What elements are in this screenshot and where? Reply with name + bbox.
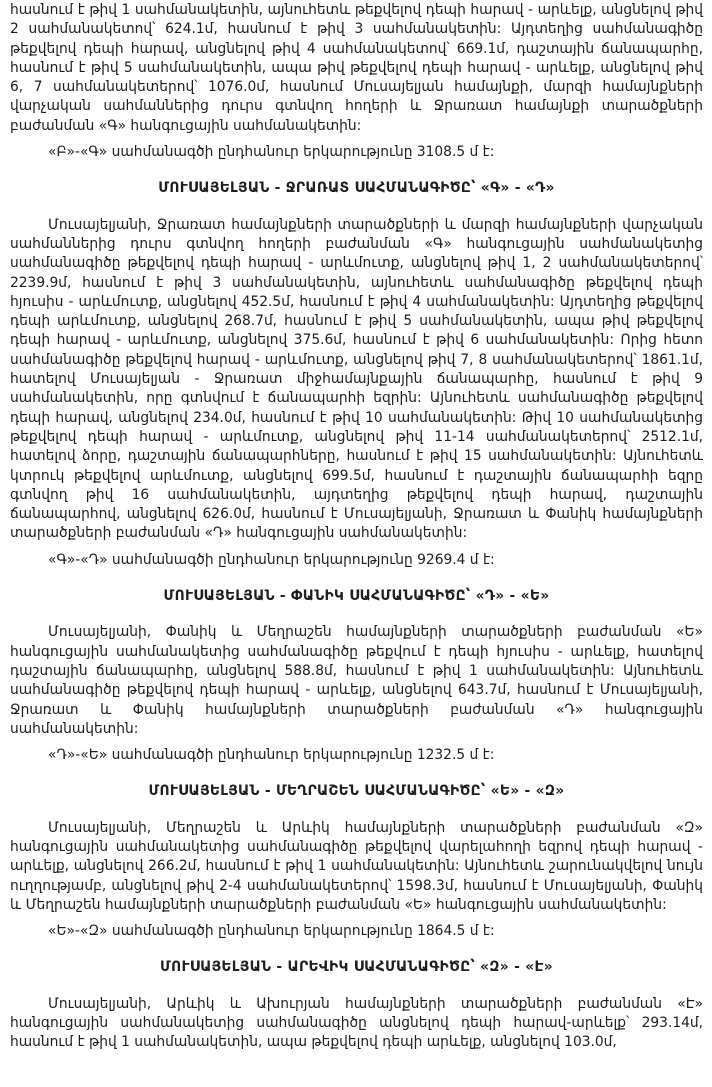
paragraph-boundary-b-g-continuation: հասնում է թիվ 1 սահմանակետին, այնուհետև թեքվելով դեպի հարավ - արևելք, անցնելով թիվ 2 սահմանակետով՝ 624.1մ, հասնում է թիվ 3 սահմանակետին: Այդտեղից սահմանագիծը թեքվելով դեպի հարավ, անցնելով թիվ 4 սահմանակետով՝ 669.1մ, դաշտային ճանապարհը, հասնում է թիվ 5 սահմանակետին, ապա թիվ թեքվելով դեպի հարավ - արևելք, անցնելով թիվ 6, 7 սահմանակետերով՝ 1076.0մ, հասնում Մուսայելյան համայնքի, մարզի համայնքների վարչական սահմաններից դուրս գտնվող հողերի և Ջրառատ համայնքի տարածքների բաժանման «Գ» հանգուցային սահմանակետին:: [10, 2, 703, 134]
boundary-length-g-d: «Գ»-«Դ» սահմանագծի ընդհանուր երկարությունը 9269.4 մ է:: [48, 551, 495, 568]
paragraph-boundary-z-e: Մուսայելյանի, Արևիկ և Ախուրյան համայնքների տարածքների բաժանման «Է» հանգուցային սահմանակետից սահմանագիծը անցնելով դեպի հարավ-արևելք՝ 293.14մ, հասնում է թիվ 1 սահմանակետին, ապա թեքվելով դեպի արևելք, անցնելով 103.0մ,: [10, 995, 703, 1051]
paragraph-boundary-e-z: Մուսայելյանի, Մեղրաշեն և Արևիկ համայնքների տարածքների բաժանման «Զ» հանգուցային սահմանակետից սահմանագիծը թեքվելով վարելահողի եզրով դեպի հարավ - արևելք, անցնելով 266.2մ, հասնում է թիվ 1 սահմանակետին: Այնուհետև շարունակվելով նույն ուղղությամբ, անցնելով թիվ 2-4 սահմանակետերով՝ 1598.3մ, հասնում է Մուսայելյանի, Փանիկ և Մեղրաշեն համայնքների տարածքների բաժանման «Ե» հանգուցային սահմանակետին:: [10, 819, 703, 913]
section-heading-musayelyan-jrarat: ՄՈՒՍԱՅԵԼՅԱՆ - ՋՐԱՌԱՏ ՍԱՀՄԱՆԱԳԻԾԸ՝ «Գ» - «Դ»: [158, 180, 555, 197]
paragraph-boundary-d-e: Մուսայելյանի, Փանիկ և Մեղրաշեն համայնքների տարածքների բաժանման «Ե» հանգուցային սահմանակետից սահմանագիծը թեքվում է դեպի հյուսիս - արևելք, հատելով դաշտային ճանապարհը, անցնելով 588.8մ, հասնում է թիվ 1 սահմանակետին: Այնուհետև սահմանագիծը թեքվելով դեպի հարավ - արևելք, անցնելով 643.7մ, հասնում է Մուսայելյանի, Ջրառատ և Փանիկ համայնքների տարածքների բաժանման «Դ» հանգուցային սահմանակետին:: [10, 624, 703, 737]
boundary-length-d-e: «Դ»-«Ե» սահմանագծի ընդհանուր երկարությունը 1232.5 մ է:: [48, 747, 495, 764]
section-heading-musayelyan-arevik: ՄՈՒՍԱՅԵԼՅԱՆ - ԱՐԵՎԻԿ ՍԱՀՄԱՆԱԳԻԾԸ՝ «Զ» - «Է»: [160, 959, 553, 976]
section-heading-musayelyan-meghrashen: ՄՈՒՍԱՅԵԼՅԱՆ - ՄԵՂՐԱՇԵՆ ՍԱՀՄԱՆԱԳԻԾԸ՝ «Ե» - «Զ»: [148, 783, 565, 800]
boundary-length-e-z: «Ե»-«Զ» սահմանագծի ընդհանուր երկարությունը 1864.5 մ է:: [48, 923, 495, 940]
boundary-length-b-g: «Բ»-«Գ» սահմանագծի ընդհանուր երկարությունը 3108.5 մ է:: [48, 144, 495, 161]
paragraph-boundary-g-d: Մուսայելյանի, Ջրառատ համայնքների տարածքների և մարզի համայնքների վարչական սահմաններից դուրս գտնվող հողերի բաժանման «Գ» հանգուցային սահմանակետից սահմանագիծը թեքվելով դեպի հարավ - արևմուտք, անցնելով թիվ 1, 2 սահմանակետերով՝ 2239.9մ, հասնում է թիվ 3 սահմանակետին, այնուհետև սահմանագիծը թեքվելով դեպի հյուսիս - արևմուտք, անցնելով 452.5մ, հասնում է թիվ 4 սահմանակետին: Այդտեղից թեքվելով դեպի արևմուտք, անցնելով 268.7մ, հասնում է թիվ 5 սահմանակետին, ապա թիվ թեքվելով դեպի հարավ - արևմուտք, անցնելով 375.6մ, հասնում է թիվ 6 սահմանակետին: Որից հետո սահմանագիծը թեքվելով հարավ - արևմուտք, անցնելով թիվ 7, 8 սահմանակետերով՝ 1861.1մ, հատելով Մուսայելյան - Ջրառատ միջհամայնքային ճանապարհը, հասնում է թիվ 9 սահմանակետին, որը գտնվում է ճանապարհի եզրին: Այնուհետև սահմանագիծը թեքվելով դեպի հարավ, անցնելով 234.0մ, հասնում է թիվ 10 սահմանակետին: Թիվ 10 սահմանակետից թեքվելով դեպի հարավ - արևմուտք, անցնելով թիվ 11-14 սահմանակետերով՝ 2512.1մ, հատելով ձորը, դաշտային ճանապարհները, հասնում է թիվ 15 սահմանակետին: Այնուհետև կտրուկ թեքվելով արևմուտք, անցնելով 699.5մ, հասնում է դաշտային ճանապարհի եզրը գտնվող թիվ 16 սահմանակետին, այդտեղից թեքվելով դեպի հարավ, դաշտային ճանապարհով, անցնելով 626.0մ, հասնում է Մուսայելյանի, Ջրառատ և Փանիկ համայնքների տարածքների բաժանման «Դ» հանգուցային սահմանակետին:: [10, 216, 703, 542]
section-heading-musayelyan-panik: ՄՈՒՍԱՅԵԼՅԱՆ - ՓԱՆԻԿ ՍԱՀՄԱՆԱԳԻԾԸ՝ «Դ» - «Ե»: [163, 588, 550, 605]
